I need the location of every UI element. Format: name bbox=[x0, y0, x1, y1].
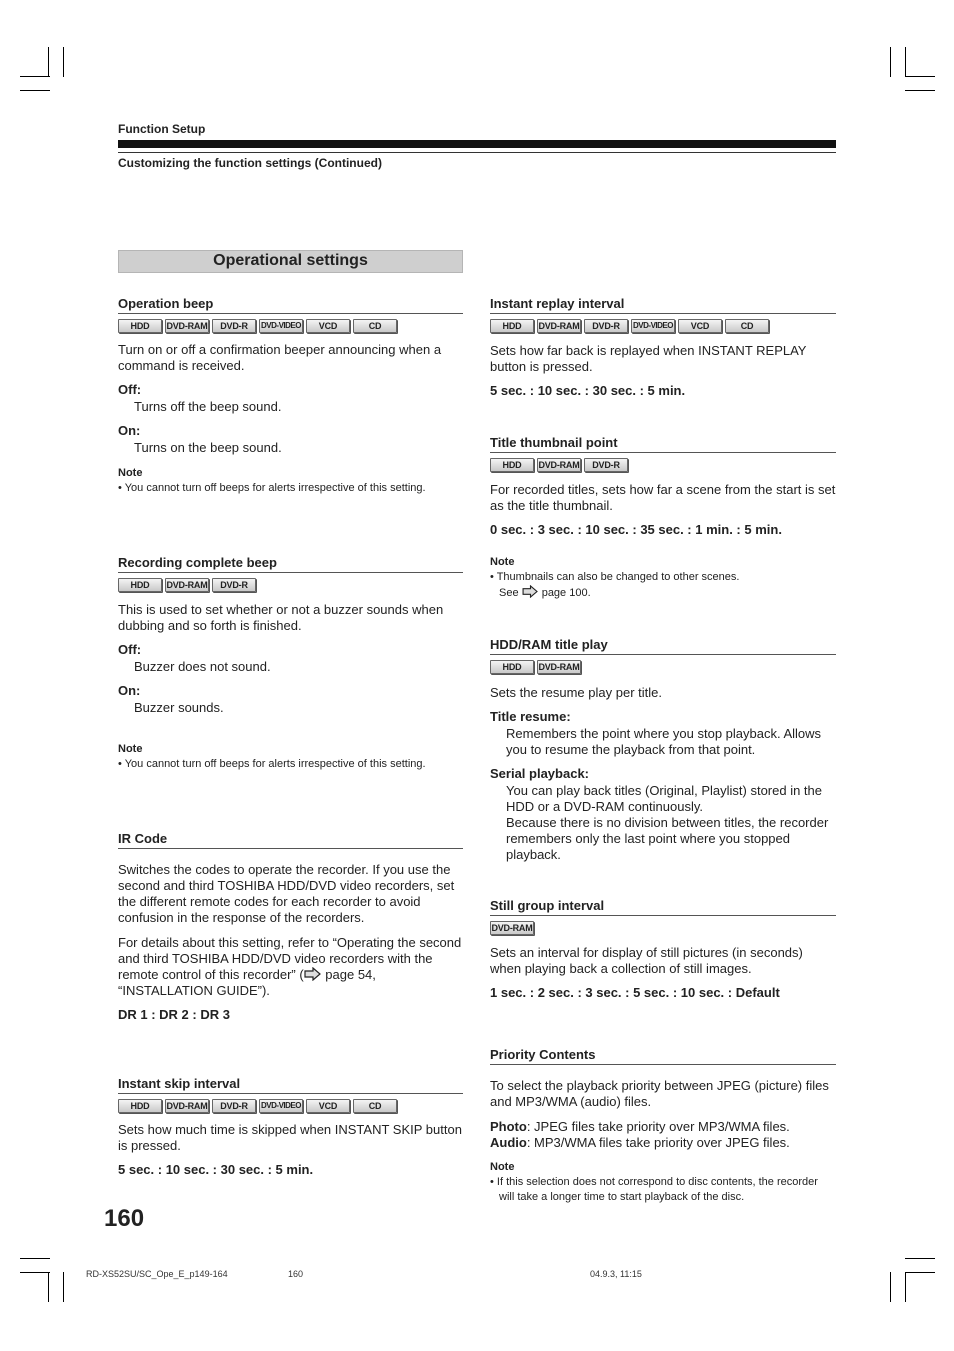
media-badge-hdd: HDD bbox=[118, 1099, 162, 1113]
media-badges bbox=[490, 660, 836, 674]
note-label: Note bbox=[118, 743, 143, 755]
note-label: Note bbox=[490, 556, 515, 568]
media-badges bbox=[118, 578, 463, 592]
media-badge-vcd: VCD bbox=[306, 319, 350, 333]
section-title: Operational settings bbox=[213, 252, 368, 269]
media-badge-vcd: VCD bbox=[678, 319, 722, 333]
crop-mark bbox=[20, 1272, 50, 1273]
media-badge-hdd: HDD bbox=[490, 458, 534, 472]
media-badge-dvd-ram: DVD-RAM bbox=[166, 321, 208, 331]
footer-date: 04.9.3, 11:15 bbox=[590, 1269, 642, 1279]
footer-file: RD-XS52SU/SC_Ope_E_p149-164 bbox=[86, 1269, 228, 1279]
media-badge-cd: CD bbox=[353, 1099, 397, 1113]
media-badge-dvd-ram: DVD-RAM bbox=[538, 662, 580, 672]
priority-title: Priority Contents bbox=[490, 1047, 836, 1065]
photo-option: Photo: JPEG files take priority over MP3/WMA files. bbox=[490, 1119, 790, 1134]
ir-code-desc: Switches the codes to operate the recorder. If you use the second and third TOSHIBA HDD/DVD video recorders, set the different remote codes for each recorder to avoid confusion in the response of the recorders. bbox=[118, 862, 455, 925]
crop-mark bbox=[20, 90, 50, 91]
crop-mark bbox=[63, 47, 64, 77]
off-label: Off: bbox=[118, 382, 142, 397]
media-badges bbox=[490, 921, 836, 935]
instant-skip-title: Instant skip interval bbox=[118, 1076, 463, 1094]
crop-mark bbox=[890, 47, 891, 77]
crop-mark bbox=[905, 76, 935, 77]
crop-mark bbox=[48, 1272, 49, 1302]
title-resume-label: Title resume: bbox=[490, 709, 571, 724]
instant-skip-desc: Sets how much time is skipped when INSTANT SKIP button is pressed. bbox=[118, 1122, 462, 1153]
instant-replay-title: Instant replay interval bbox=[490, 296, 836, 314]
operation-beep-section bbox=[118, 296, 463, 496]
crop-mark bbox=[905, 1272, 906, 1302]
crop-mark bbox=[890, 1272, 891, 1302]
footer-page: 160 bbox=[288, 1269, 304, 1279]
title-play-title: HDD/RAM title play bbox=[490, 637, 836, 655]
media-badges bbox=[118, 319, 463, 333]
media-badge-dvd-ram: DVD-RAM bbox=[166, 580, 208, 590]
media-badge-hdd: HDD bbox=[118, 578, 162, 592]
note-text: • If this selection does not correspond to disc contents, the recorder will take a longer time to start playback of the disc. bbox=[490, 1176, 818, 1203]
ir-code-title: IR Code bbox=[118, 831, 463, 849]
thumbnail-title: Title thumbnail point bbox=[490, 435, 836, 453]
note-label: Note bbox=[118, 467, 143, 479]
thumbnail-options: 0 sec. : 3 sec. : 10 sec. : 35 sec. : 1 min. : 5 min. bbox=[490, 522, 782, 537]
note-label: Note bbox=[490, 1161, 515, 1173]
instant-skip-options: 5 sec. : 10 sec. : 30 sec. : 5 min. bbox=[118, 1162, 314, 1177]
media-badge-dvd-r: DVD-R bbox=[212, 578, 256, 592]
media-badge-cd: CD bbox=[725, 319, 769, 333]
on-label: On: bbox=[118, 423, 141, 438]
thumbnail-section bbox=[490, 435, 836, 601]
crop-mark bbox=[48, 47, 49, 77]
media-badge-vcd: VCD bbox=[306, 1099, 350, 1113]
off-text: Buzzer does not sound. bbox=[134, 659, 271, 674]
media-badges bbox=[118, 1099, 463, 1113]
media-badge-dvd-video: DVD-VIDEO bbox=[259, 319, 303, 333]
ir-code-section bbox=[118, 831, 463, 1023]
crop-mark bbox=[20, 1258, 50, 1259]
still-group-options: 1 sec. : 2 sec. : 3 sec. : 5 sec. : 10 sec. : Default bbox=[490, 985, 780, 1000]
header-rule bbox=[118, 140, 836, 148]
media-badge-dvd-r: DVD-R bbox=[212, 319, 256, 333]
crop-mark bbox=[905, 90, 935, 91]
operation-beep-desc: Turn on or off a confirmation beeper announcing when a command is received. bbox=[118, 342, 442, 373]
media-badge-dvd-video: DVD-VIDEO bbox=[631, 319, 675, 333]
serial-playback-text: You can play back titles (Original, Playlist) stored in the HDD or a DVD-RAM continuously. bbox=[506, 783, 823, 814]
on-text: Turns on the beep sound. bbox=[134, 440, 282, 455]
media-badge-hdd: HDD bbox=[490, 660, 534, 674]
crop-mark bbox=[20, 76, 50, 77]
section-header: Function Setup bbox=[118, 122, 206, 136]
title-play-section bbox=[490, 637, 836, 863]
crop-mark bbox=[905, 47, 906, 77]
media-badge-dvd-r: DVD-R bbox=[584, 458, 628, 472]
recording-beep-desc: This is used to set whether or not a buzzer sounds when dubbing and so forth is finished. bbox=[118, 602, 444, 633]
instant-replay-options: 5 sec. : 10 sec. : 30 sec. : 5 min. bbox=[490, 383, 686, 398]
crop-mark bbox=[63, 1272, 64, 1302]
title-play-desc: Sets the resume play per title. bbox=[490, 685, 662, 700]
media-badges bbox=[490, 319, 836, 333]
ir-code-details: For details about this setting, refer to “Operating the second and third TOSHIBA HDD/DVD video recorders with the remote control of this recorder” ( page 54, “INSTALLATION GUIDE”). bbox=[118, 935, 462, 998]
arrow-icon bbox=[304, 967, 322, 981]
note-text: • Thumbnails can also be changed to other scenes. bbox=[490, 571, 740, 583]
page-number: 160 bbox=[104, 1205, 145, 1232]
serial-playback-label: Serial playback: bbox=[490, 766, 589, 781]
media-badge-cd: CD bbox=[353, 319, 397, 333]
on-text: Buzzer sounds. bbox=[134, 700, 224, 715]
media-badges bbox=[490, 458, 836, 472]
note-text: • You cannot turn off beeps for alerts irrespective of this setting. bbox=[118, 758, 426, 770]
recording-beep-section bbox=[118, 555, 463, 772]
media-badge-dvd-ram: DVD-RAM bbox=[491, 923, 533, 933]
off-text: Turns off the beep sound. bbox=[134, 399, 282, 414]
instant-skip-section bbox=[118, 1076, 463, 1178]
note-text: • You cannot turn off beeps for alerts irrespective of this setting. bbox=[118, 482, 426, 494]
on-label: On: bbox=[118, 683, 141, 698]
media-badge-hdd: HDD bbox=[490, 319, 534, 333]
media-badge-dvd-video: DVD-VIDEO bbox=[259, 1099, 303, 1113]
media-badge-dvd-r: DVD-R bbox=[584, 319, 628, 333]
thumbnail-desc: For recorded titles, sets how far a scene from the start is set as the title thumbnail. bbox=[490, 482, 836, 513]
still-group-title: Still group interval bbox=[490, 898, 836, 916]
header-rule-thin bbox=[118, 152, 836, 153]
instant-replay-desc: Sets how far back is replayed when INSTANT REPLAY button is pressed. bbox=[490, 343, 807, 374]
media-badge-dvd-ram: DVD-RAM bbox=[538, 321, 580, 331]
still-group-section bbox=[490, 898, 836, 1001]
instant-replay-section bbox=[490, 296, 836, 399]
operation-beep-title: Operation beep bbox=[118, 296, 463, 314]
crop-mark bbox=[905, 1272, 935, 1273]
title-resume-text: Remembers the point where you stop playback. Allows you to resume the playback from that point. bbox=[506, 726, 822, 757]
media-badge-dvd-ram: DVD-RAM bbox=[166, 1101, 208, 1111]
media-badge-hdd: HDD bbox=[118, 319, 162, 333]
still-group-desc: Sets an interval for display of still pictures (in seconds) when playing back a collection of still images. bbox=[490, 945, 803, 976]
off-label: Off: bbox=[118, 642, 142, 657]
note-see-page: See page 100. bbox=[499, 587, 591, 599]
priority-desc: To select the playback priority between JPEG (picture) files and MP3/WMA (audio) files. bbox=[490, 1078, 829, 1109]
priority-section bbox=[490, 1047, 836, 1205]
audio-option: Audio: MP3/WMA files take priority over JPEG files. bbox=[490, 1135, 790, 1150]
serial-playback-text-2: Because there is no division between titles, the recorder remembers only the last point where you stopped playback. bbox=[506, 815, 829, 862]
crop-mark bbox=[905, 1258, 935, 1259]
arrow-icon bbox=[522, 585, 539, 598]
media-badge-dvd-r: DVD-R bbox=[212, 1099, 256, 1113]
page-subtitle: Customizing the function settings (Continued) bbox=[118, 156, 382, 170]
recording-beep-title: Recording complete beep bbox=[118, 555, 463, 573]
ir-code-options: DR 1 : DR 2 : DR 3 bbox=[118, 1007, 230, 1022]
media-badge-dvd-ram: DVD-RAM bbox=[538, 460, 580, 470]
